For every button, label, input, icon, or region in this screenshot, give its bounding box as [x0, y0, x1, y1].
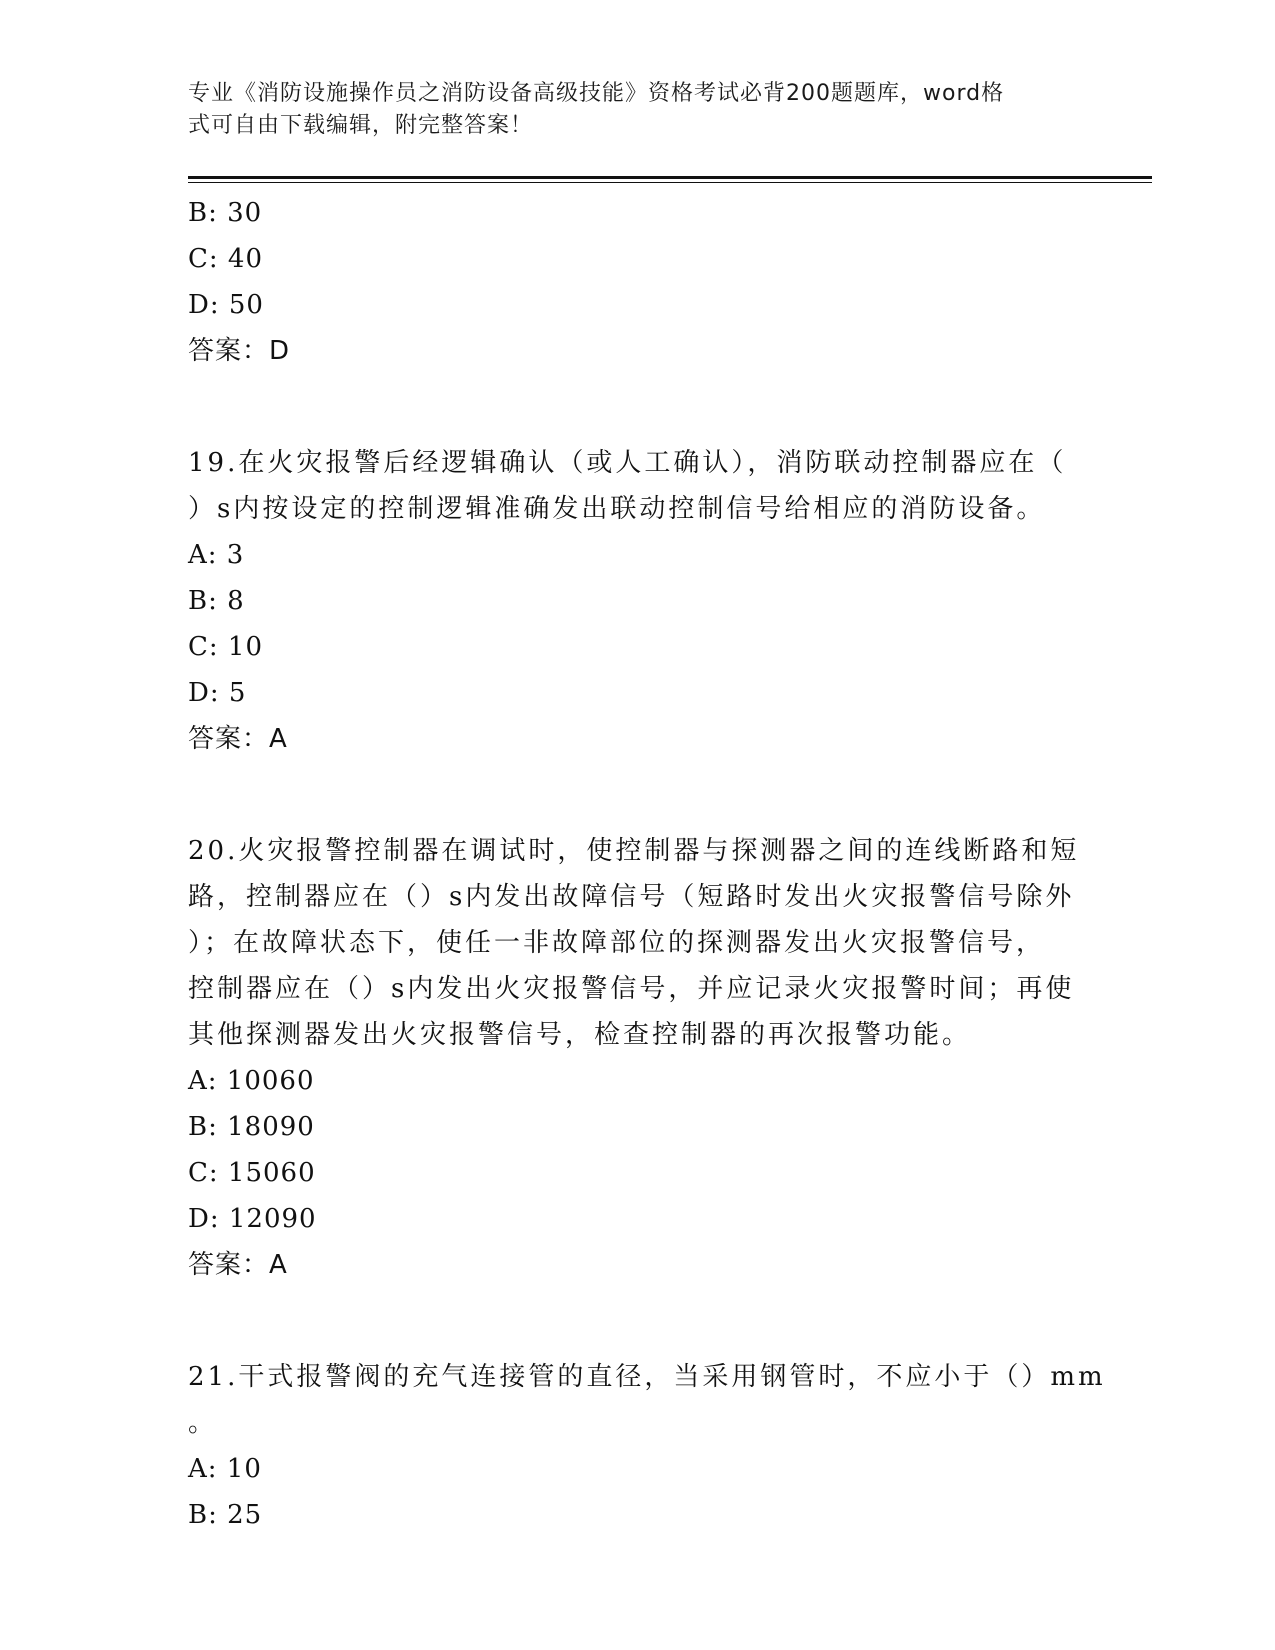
question-block-20: [188, 828, 1088, 1288]
stem-line: 19.在火灾报警后经逻辑确认（或人工确认），消防联动控制器应在（: [188, 448, 1067, 478]
stem-line: 控制器应在（）s内发出火灾报警信号，并应记录火灾报警时间；再使: [188, 974, 1075, 1004]
option-c: C: 10: [188, 632, 264, 662]
answer-line: 答案：A: [188, 724, 288, 754]
option-d: D: 5: [188, 678, 247, 708]
stem-line: 路，控制器应在（）s内发出故障信号（短路时发出火灾报警信号除外: [188, 882, 1075, 912]
option-c: C: 40: [188, 244, 264, 274]
option-a: A: 10: [188, 1454, 262, 1484]
answer-line: 答案：D: [188, 336, 291, 366]
question-block-19: [188, 440, 1088, 762]
header-divider-thick: [188, 176, 1152, 179]
document-header: [188, 78, 1068, 142]
option-b: B: 30: [188, 198, 263, 228]
stem-line: 。: [188, 1408, 218, 1438]
answer-line: 答案：A: [188, 1250, 288, 1280]
stem-line: 21.干式报警阀的充气连接管的直径，当采用钢管时，不应小于（）mm: [188, 1362, 1106, 1392]
header-divider-thin: [188, 182, 1152, 183]
question-stem: [188, 440, 1088, 532]
question-list: [188, 190, 1106, 1538]
spacer: [188, 1288, 1088, 1354]
header-line-1: 专业《消防设施操作员之消防设备高级技能》资格考试必背200题题库，word格: [188, 81, 1005, 106]
stem-line: ）s内按设定的控制逻辑准确发出联动控制信号给相应的消防设备。: [188, 494, 1046, 524]
stem-line: 其他探测器发出火灾报警信号，检查控制器的再次报警功能。: [188, 1020, 972, 1050]
option-d: D: 12090: [188, 1204, 317, 1234]
option-a: A: 3: [188, 540, 245, 570]
option-b: B: 8: [188, 586, 245, 616]
option-a: A: 10060: [188, 1066, 315, 1096]
spacer: [188, 374, 1088, 440]
question-block-21: [188, 1354, 1106, 1538]
stem-line: ）；在故障状态下，使任一非故障部位的探测器发出火灾报警信号，: [188, 928, 1046, 958]
option-b: B: 18090: [188, 1112, 315, 1142]
option-c: C: 15060: [188, 1158, 316, 1188]
option-d: D: 50: [188, 290, 264, 320]
question-stem: [188, 1354, 1106, 1446]
option-b: B: 25: [188, 1500, 263, 1530]
question-stem: [188, 828, 1088, 1058]
header-line-2: 式可自由下载编辑，附完整答案！: [188, 113, 534, 138]
stem-line: 20.火灾报警控制器在调试时，使控制器与探测器之间的连线断路和短: [188, 836, 1080, 866]
spacer: [188, 762, 1088, 828]
question-block-partial: [188, 190, 1088, 374]
